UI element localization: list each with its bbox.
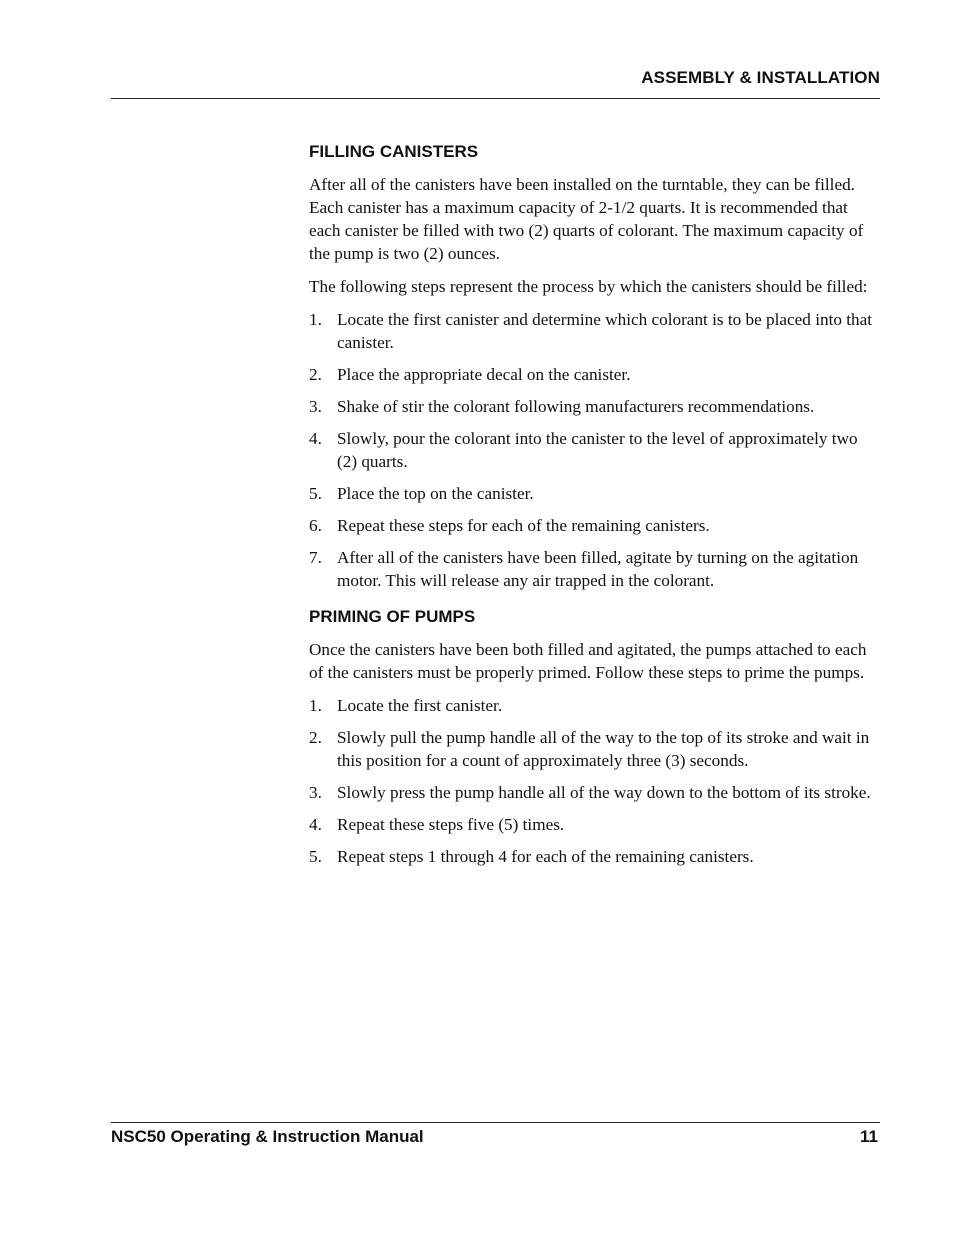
step-text: Slowly pull the pump handle all of the way to the top of its stroke and wait in this position for a count of approximately three (3) seconds. (337, 728, 870, 770)
step-number: 2. (309, 365, 322, 384)
step-number: 3. (309, 397, 322, 416)
filling-canisters-heading: FILLING CANISTERS (309, 142, 479, 161)
list-item (309, 514, 881, 537)
step-number: 6. (309, 516, 322, 535)
step-text: Locate the first canister and determine which colorant is to be placed into that canister. (337, 310, 873, 352)
step-number: 1. (309, 310, 322, 329)
manual-title: NSC50 Operating & Instruction Manual (111, 1127, 424, 1146)
main-content (309, 141, 881, 877)
priming-pumps-heading: PRIMING OF PUMPS (309, 607, 476, 626)
step-number: 7. (309, 548, 322, 567)
list-item (309, 694, 881, 717)
step-text: After all of the canisters have been filled, agitate by turning on the agitation motor. This will release any air trapped in the colorant. (337, 548, 859, 590)
step-number: 4. (309, 815, 322, 834)
step-text: Repeat steps 1 through 4 for each of the remaining canisters. (337, 847, 754, 866)
step-text: Slowly, pour the colorant into the canister to the level of approximately two (2) quarts. (337, 429, 858, 471)
step-number: 4. (309, 429, 322, 448)
step-text: Locate the first canister. (337, 696, 503, 715)
page-header (111, 68, 880, 99)
step-number: 5. (309, 847, 322, 866)
list-item (309, 482, 881, 505)
step-text: Place the top on the canister. (337, 484, 534, 503)
priming-intro-paragraph: Once the canisters have been both filled and agitated, the pumps attached to each of the canisters must be properly primed. Follow these steps to prime the pumps. (309, 640, 867, 682)
step-number: 2. (309, 728, 322, 747)
filling-intro-paragraph: After all of the canisters have been installed on the turntable, they can be filled. Each canister has a maximum capacity of 2-1/2 quarts. It is recommended that each canister be filled with two (2) quarts of colorant. The maximum capacity of the pump is two (2) ounces. (309, 175, 864, 263)
section-title: ASSEMBLY & INSTALLATION (641, 68, 880, 87)
list-item (309, 308, 881, 354)
list-item (309, 546, 881, 592)
list-item (309, 726, 881, 772)
list-item (309, 363, 881, 386)
priming-steps-list (309, 694, 881, 868)
list-item (309, 427, 881, 473)
step-text: Repeat these steps for each of the remaining canisters. (337, 516, 710, 535)
step-text: Repeat these steps five (5) times. (337, 815, 565, 834)
step-text: Shake of stir the colorant following manufacturers recommendations. (337, 397, 815, 416)
list-item (309, 395, 881, 418)
step-number: 1. (309, 696, 322, 715)
step-number: 5. (309, 484, 322, 503)
step-text: Place the appropriate decal on the canister. (337, 365, 631, 384)
page-number: 11 (860, 1127, 878, 1146)
step-text: Slowly press the pump handle all of the way down to the bottom of its stroke. (337, 783, 871, 802)
step-number: 3. (309, 783, 322, 802)
list-item (309, 781, 881, 804)
filling-lead-paragraph: The following steps represent the process by which the canisters should be filled: (309, 277, 868, 296)
filling-steps-list (309, 308, 881, 592)
page-footer (111, 1122, 880, 1146)
list-item (309, 845, 881, 868)
list-item (309, 813, 881, 836)
